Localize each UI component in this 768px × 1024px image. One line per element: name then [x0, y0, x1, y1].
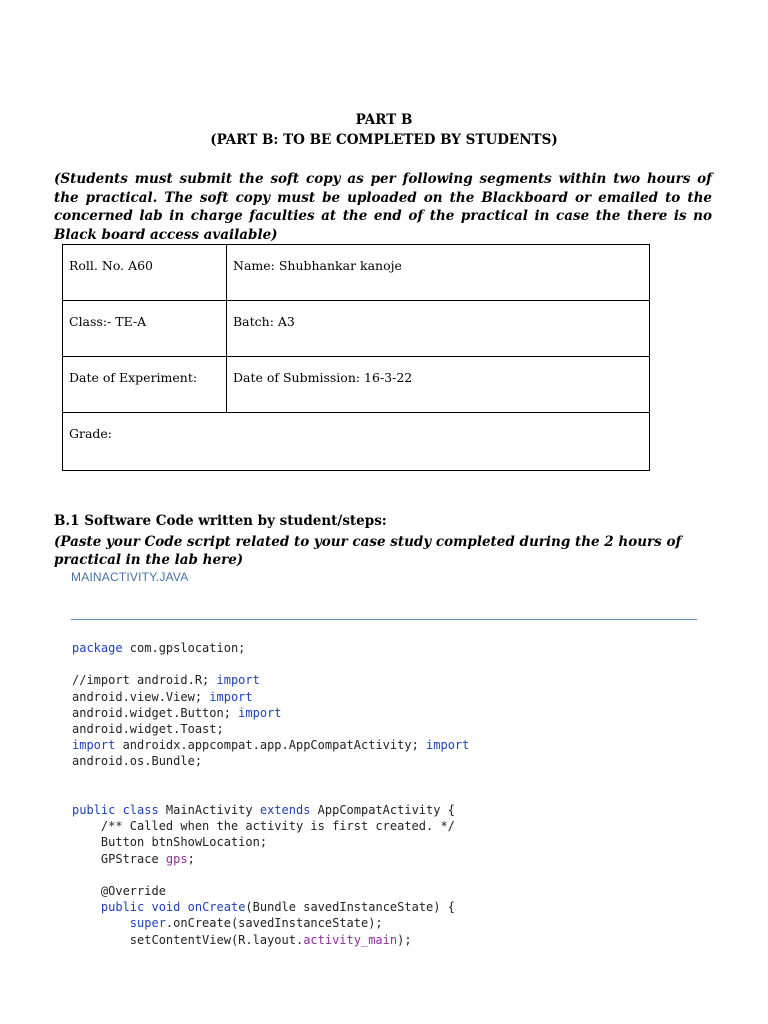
- code-text: MainActivity: [158, 803, 260, 818]
- section-b1-heading: B.1 Software Code written by student/steps:: [54, 513, 387, 529]
- code-text: );: [397, 932, 412, 947]
- part-title: PART B: [355, 112, 413, 128]
- part-subtitle: (PART B: TO BE COMPLETED BY STUDENTS): [210, 132, 558, 148]
- code-text: androidx.appcompat.app.AppCompatActivity;: [115, 738, 427, 753]
- code-text: android.view.View;: [72, 689, 210, 704]
- code-text: //import android.R;: [72, 673, 217, 688]
- code-keyword: super: [129, 916, 166, 931]
- code-text: (Bundle savedInstanceState) {: [245, 900, 455, 915]
- code-text: android.os.Bundle;: [72, 754, 203, 769]
- roll-number-cell: Roll. No. A60: [63, 245, 227, 301]
- code-text: AppCompatActivity {: [310, 803, 455, 818]
- date-of-experiment-cell: Date of Experiment:: [63, 357, 227, 413]
- code-field: activity_main: [303, 932, 398, 947]
- code-text: setContentView(R.layout.: [72, 932, 304, 947]
- grade-cell: Grade:: [63, 413, 650, 471]
- submission-instructions: (Students must submit the soft copy as per following segments within two hours of the practical. The soft copy must be uploaded on the Blackboard or emailed to the concerned lab in charge faculties at the end of the practical in case the there is no Black board access available): [54, 171, 712, 243]
- code-text: [180, 900, 187, 914]
- code-keyword: import: [216, 673, 260, 688]
- student-info-table: [62, 244, 650, 471]
- code-text: android.widget.Toast;: [72, 722, 224, 737]
- code-keyword: public void: [100, 900, 181, 915]
- code-text: .onCreate(savedInstanceState);: [165, 916, 383, 931]
- code-field: gps: [165, 851, 188, 866]
- file-heading: MAINACTIVITY.JAVA: [71, 570, 189, 584]
- code-keyword: package: [72, 641, 123, 655]
- code-text: com.gpslocation;: [122, 641, 246, 655]
- code-keyword: import: [209, 689, 253, 704]
- class-cell: Class:- TE-A: [63, 301, 227, 357]
- code-keyword: extends: [259, 803, 311, 818]
- code-keyword: import: [238, 705, 282, 720]
- batch-cell: Batch: A3: [227, 301, 650, 357]
- code-keyword: public class: [72, 803, 159, 818]
- code-text: ;: [187, 851, 195, 866]
- code-keyword: import: [426, 738, 470, 753]
- code-annotation: @Override: [72, 884, 166, 899]
- code-text: GPStrace: [72, 851, 166, 866]
- student-name-cell: Name: Shubhankar kanoje: [227, 245, 650, 301]
- date-of-submission-cell: Date of Submission: 16-3-22: [227, 357, 650, 413]
- code-text: android.widget.Button;: [72, 705, 239, 720]
- code-keyword: import: [72, 738, 116, 753]
- section-b1-note: (Paste your Code script related to your case study completed during the 2 hours of practical in the lab here): [54, 534, 682, 568]
- code-comment: /** Called when the activity is first created. */: [72, 819, 455, 834]
- heading-divider: [71, 619, 697, 620]
- code-method: onCreate: [187, 900, 246, 915]
- code-text: Button btnShowLocation;: [72, 835, 268, 850]
- code-block: [72, 640, 469, 948]
